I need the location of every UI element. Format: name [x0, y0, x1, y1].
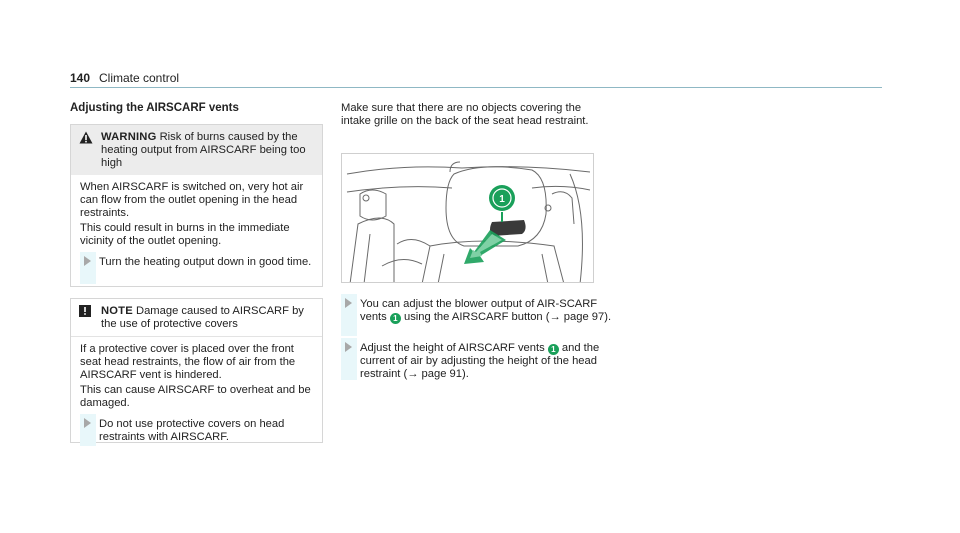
step-2-text-before: Adjust the height of AIRSCARF vents	[360, 342, 545, 354]
exclamation-square-icon	[79, 305, 101, 321]
warning-step	[80, 256, 314, 269]
note-body-2: This can cause AIRSCARF to overheat and be damaged.	[80, 384, 311, 409]
header-divider	[70, 87, 882, 88]
illustration-marker-label: 1	[499, 194, 505, 205]
page-number: 140	[70, 71, 91, 85]
warning-body-2: This could result in burns in the immediate vicinity of the outlet opening.	[80, 222, 290, 247]
play-arrow-icon	[345, 298, 352, 308]
play-arrow-icon	[345, 342, 352, 352]
vent-marker-2: 1	[548, 344, 559, 355]
note-step	[80, 418, 314, 444]
play-arrow-icon	[84, 418, 91, 428]
section-title: Adjusting the AIRSCARF vents	[70, 102, 239, 114]
warning-step-text: Turn the heating output down in good time.	[99, 256, 312, 268]
step-1-text-before: You can adjust the blower output of AIR-SCARF vents	[360, 298, 598, 323]
note-headline: Damage caused to AIRSCARF by the use of protective covers	[101, 305, 304, 330]
warning-triangle-icon	[79, 131, 101, 148]
step-blower-output	[341, 298, 622, 324]
warning-body-1: When AIRSCARF is switched on, very hot air can flow from the outlet opening in the head restraints.	[80, 181, 304, 219]
note-step-text: Do not use protective covers on head restraints with AIRSCARF.	[99, 418, 285, 443]
note-header	[71, 299, 322, 337]
vent-marker-1: 1	[390, 313, 401, 324]
step-height-adjust	[341, 342, 622, 381]
note-label: NOTE	[101, 305, 133, 317]
chapter-title: Climate control	[99, 71, 180, 85]
step-2-text-after: and the current of air by adjusting the height of the head restraint (→ page 91).	[360, 342, 600, 380]
intro-text: Make sure that there are no objects covering the intake grille on the back of the seat head restraint.	[341, 102, 589, 127]
warning-header	[71, 125, 322, 175]
warning-label: WARNING	[101, 131, 157, 143]
airscarf-illustration	[341, 153, 594, 283]
step-1-text-after: using the AIRSCARF button (→ page 97).	[403, 311, 612, 323]
note-box	[70, 298, 323, 443]
warning-box	[70, 124, 323, 287]
warning-headline: Risk of burns caused by the heating output from AIRSCARF being too high	[101, 131, 306, 169]
play-arrow-icon	[84, 256, 91, 266]
note-body-1: If a protective cover is placed over the front seat head restraints, the flow of air from the AIRSCARF vent is hindered.	[80, 343, 296, 381]
